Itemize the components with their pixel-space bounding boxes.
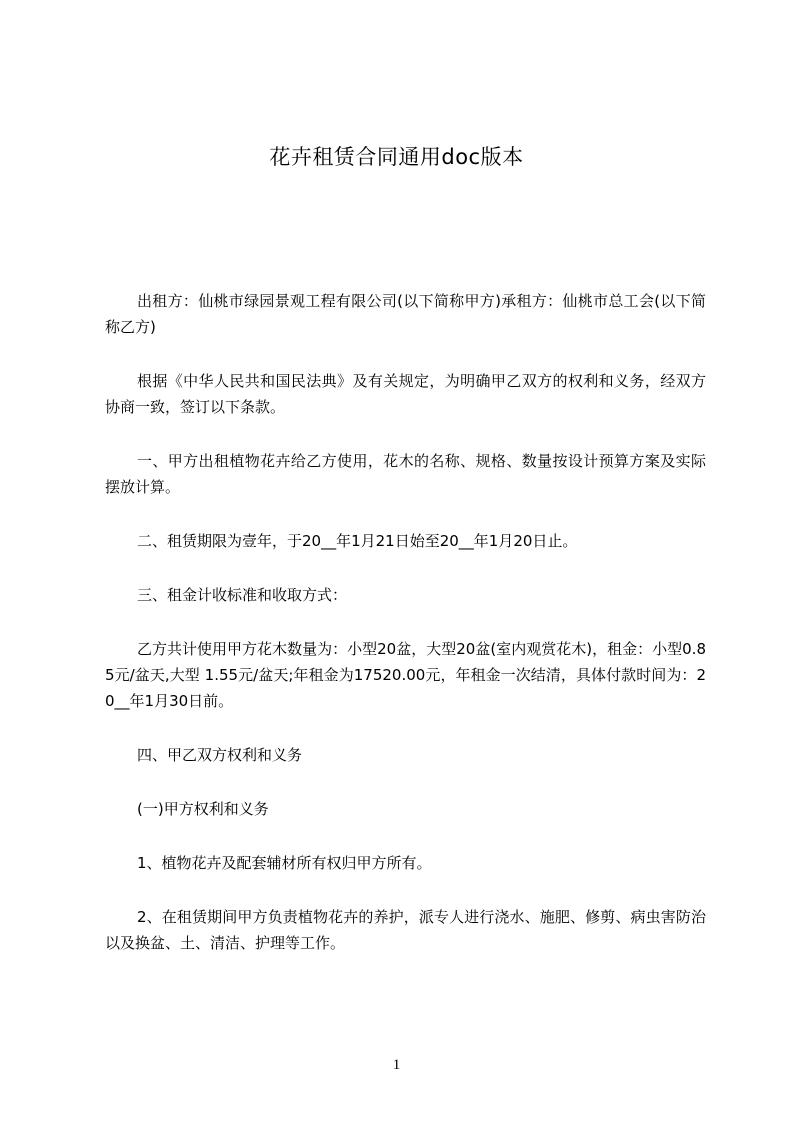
paragraph-clause-1: 一、甲方出租植物花卉给乙方使用，花木的名称、规格、数量按设计预算方案及实际摆放计算。	[105, 452, 706, 496]
paragraph-party-a-heading: (一)甲方权利和义务	[137, 800, 269, 818]
document-body	[105, 288, 706, 956]
paragraph-item-2: 2、在租赁期间甲方负责植物花卉的养护，派专人进行浇水、施肥、修剪、病虫害防治以及换盆、土、清洁、护理等工作。	[105, 908, 706, 952]
paragraph-clause-4: 四、甲乙双方权利和义务	[137, 746, 303, 764]
paragraph-clause-3: 三、租金计收标准和收取方式：	[137, 586, 348, 604]
paragraph-item-1: 1、植物花卉及配套辅材所有权归甲方所有。	[137, 854, 432, 872]
document-title: 花卉租赁合同通用doc版本	[269, 145, 524, 169]
paragraph-parties: 出租方：仙桃市绿园景观工程有限公司(以下简称甲方)承租方：仙桃市总工会(以下简称乙方)	[105, 292, 706, 336]
paragraph-basis: 根据《中华人民共和国民法典》及有关规定，为明确甲乙双方的权利和义务，经双方协商一致，签订以下条款。	[105, 372, 706, 416]
paragraph-clause-2: 二、租赁期限为壹年，于20__年1月21日始至20__年1月20日止。	[137, 532, 578, 550]
paragraph-rent-details: 乙方共计使用甲方花木数量为：小型20盆，大型20盆(室内观赏花木)，租金：小型0.85元/盆天,大型 1.55元/盆天;年租金为17520.00元，年租金一次结清，具体付款时间为：20__年1月30日前。	[105, 640, 706, 710]
page-number: 1	[392, 1057, 401, 1073]
